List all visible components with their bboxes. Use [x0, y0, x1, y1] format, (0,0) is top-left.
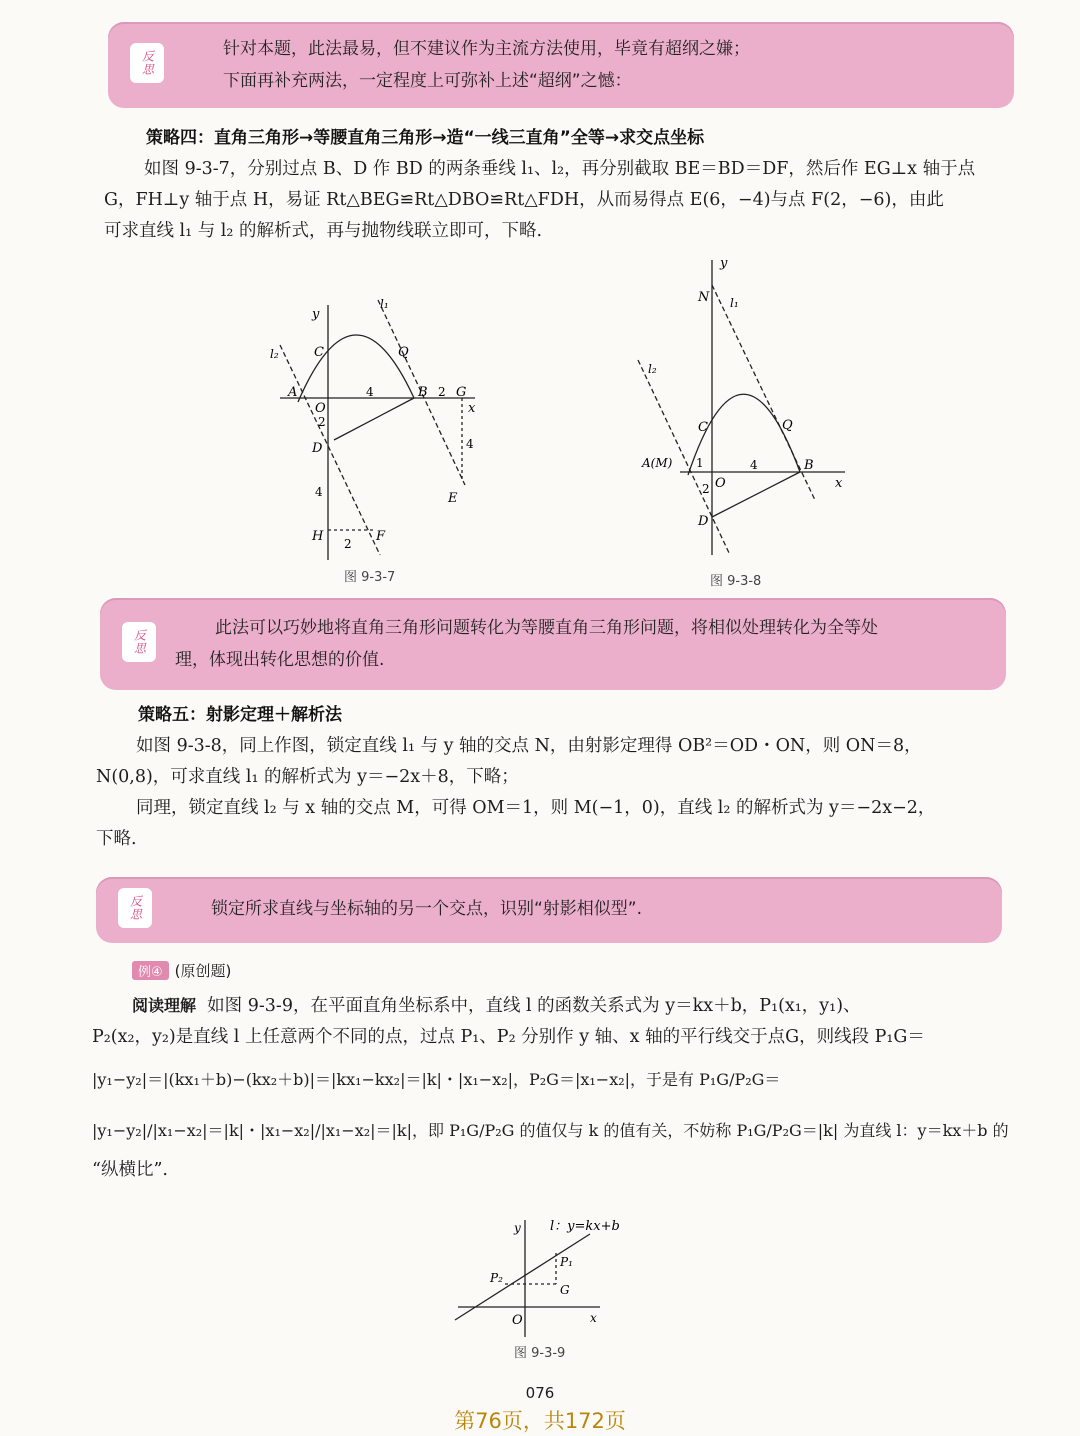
- point-q: Q: [398, 345, 409, 360]
- point-a-m: A(M): [642, 456, 673, 470]
- figure-9-3-7-caption: 图 9-3-7: [344, 570, 396, 585]
- y-label: y: [514, 1221, 521, 1235]
- l2-label: l₂: [270, 347, 279, 361]
- length-2-hf: 2: [344, 537, 352, 551]
- length-2-od: 2: [318, 415, 326, 429]
- example-4-paragraph: 阅读理解 如图 9-3-9，在平面直角坐标系中，直线 l 的函数关系式为 y＝kx＋b，P₁(x₁，y₁)、 P₂(x₂，y₂)是直线 l 上任意两个不同的点，过点 P₁、P₂ 分别作 y 轴、x 轴的平行线交于点G，则线段 P₁G＝ |y₁−y₂|＝|(kx₁＋b)−(kx₂＋b)|＝|kx₁−kx₂|＝|k|・|x₁−x₂|，P₂G＝|x₁−x₂|，于是有 P₁G/P₂G＝ |y₁−y₂|/|x₁−x₂|＝|k|・|x₁−x₂|/|x₁−x₂|＝|k|，即 P₁G/P₂G 的值仅与 k 的值有关，不妨称 P₁G/P₂G＝|k| 为直线 l：y＝kx＋b 的 “纵横比”.: [92, 996, 1009, 1180]
- reflection-box-3: [96, 877, 1002, 943]
- y-label: y: [312, 307, 320, 322]
- point-b: B: [804, 458, 814, 473]
- point-p2: P₂: [490, 1271, 503, 1285]
- x-label: x: [468, 401, 476, 416]
- length-4-dh: 4: [315, 485, 323, 499]
- length-4-ob: 4: [750, 458, 758, 472]
- reflection-text-1: 针对本题，此法最易，但不建议作为主流方法使用，毕竟有超纲之嫌； 下面再补充两法，一定程度上可弥补上述“超纲”之憾：: [223, 39, 750, 91]
- x-label: x: [590, 1311, 597, 1325]
- reflection-badge: 反思: [130, 43, 164, 83]
- point-a: A: [288, 385, 298, 400]
- point-o: O: [315, 401, 326, 416]
- reflection-text-2: 此法可以巧妙地将直角三角形问题转化为等腰直角三角形问题，将相似处理转化为全等处 理，体现出转化思想的价值.: [175, 618, 878, 670]
- point-e: E: [448, 491, 458, 506]
- length-2-od: 2: [702, 482, 710, 496]
- point-g: G: [560, 1283, 570, 1297]
- segment-bd: [334, 398, 414, 440]
- strategy-4-title: 策略四：直角三角形→等腰直角三角形→造“一线三直角”全等→求交点坐标: [146, 128, 705, 148]
- point-d: D: [312, 441, 323, 456]
- point-p1: P₁: [560, 1255, 573, 1269]
- length-1-om: 1: [696, 456, 704, 470]
- point-h: H: [312, 529, 324, 544]
- reading-comprehension-lead: 阅读理解: [132, 996, 197, 1015]
- point-d: D: [698, 514, 709, 529]
- example-4-header: [132, 960, 231, 981]
- figure-9-3-8-caption: 图 9-3-8: [710, 574, 762, 589]
- x-label: x: [835, 476, 843, 491]
- y-label: y: [720, 256, 728, 271]
- reflection-box-1: [108, 22, 1014, 108]
- point-c: C: [698, 420, 708, 435]
- figure-9-3-8: [630, 255, 860, 565]
- point-c: C: [314, 345, 324, 360]
- page-count: 第76页，共172页: [454, 1409, 626, 1433]
- figure-9-3-9: [450, 1212, 630, 1342]
- page-number: 076: [525, 1384, 555, 1402]
- point-o: O: [512, 1313, 523, 1328]
- l1-label: l₁: [730, 296, 739, 310]
- reflection-box-2: [100, 598, 1006, 690]
- l1-label: l₁: [380, 297, 389, 311]
- point-g: G: [456, 385, 467, 400]
- line-l1: [712, 285, 815, 500]
- figure-9-3-7: [260, 290, 500, 590]
- point-n: N: [698, 290, 710, 305]
- l2-label: l₂: [648, 362, 657, 376]
- length-4-eg: 4: [466, 437, 474, 451]
- length-2-bg: 2: [438, 385, 446, 399]
- length-4-ob: 4: [366, 385, 374, 399]
- line-label: l：y=kx+b: [550, 1219, 620, 1234]
- strategy-5-paragraph: 如图 9-3-8，同上作图，锁定直线 l₁ 与 y 轴的交点 N，由射影定理得 OB²＝OD・ON，则 ON＝8， N(0,8)，可求直线 l₁ 的解析式为 y＝−2x＋8，下略； 同理，锁定直线 l₂ 与 x 轴的交点 M，可得 OM＝1，则 M(−1，0)，直线 l₂ 的解析式为 y＝−2x−2， 下略.: [96, 736, 936, 849]
- reflection-badge: 反思: [118, 888, 152, 928]
- point-f: F: [376, 529, 386, 544]
- line-l2: [280, 345, 380, 555]
- reflection-badge: 反思: [122, 622, 156, 662]
- strategy-4-paragraph: 如图 9-3-7，分别过点 B、D 作 BD 的两条垂线 l₁、l₂，再分别截取 BE＝BD＝DF，然后作 EG⊥x 轴于点 G，FH⊥y 轴于点 H，易证 Rt△BEG≌Rt△DBO≌Rt△FDH，从而易得点 E(6，−4)与点 F(2，−6)，由此 可求直线 l₁ 与 l₂ 的解析式，再与抛物线联立即可，下略.: [104, 159, 976, 241]
- figure-9-3-9-caption: 图 9-3-9: [514, 1346, 566, 1361]
- strategy-5-title: 策略五：射影定理＋解析法: [138, 705, 342, 725]
- reflection-text-3: 锁定所求直线与坐标轴的另一个交点，识别“射影相似型”.: [211, 899, 643, 919]
- example-tag: 例④: [132, 961, 169, 980]
- point-b: B: [418, 385, 428, 400]
- example-source: (原创题): [174, 962, 232, 980]
- point-o: O: [715, 476, 726, 491]
- point-q: Q: [782, 418, 793, 433]
